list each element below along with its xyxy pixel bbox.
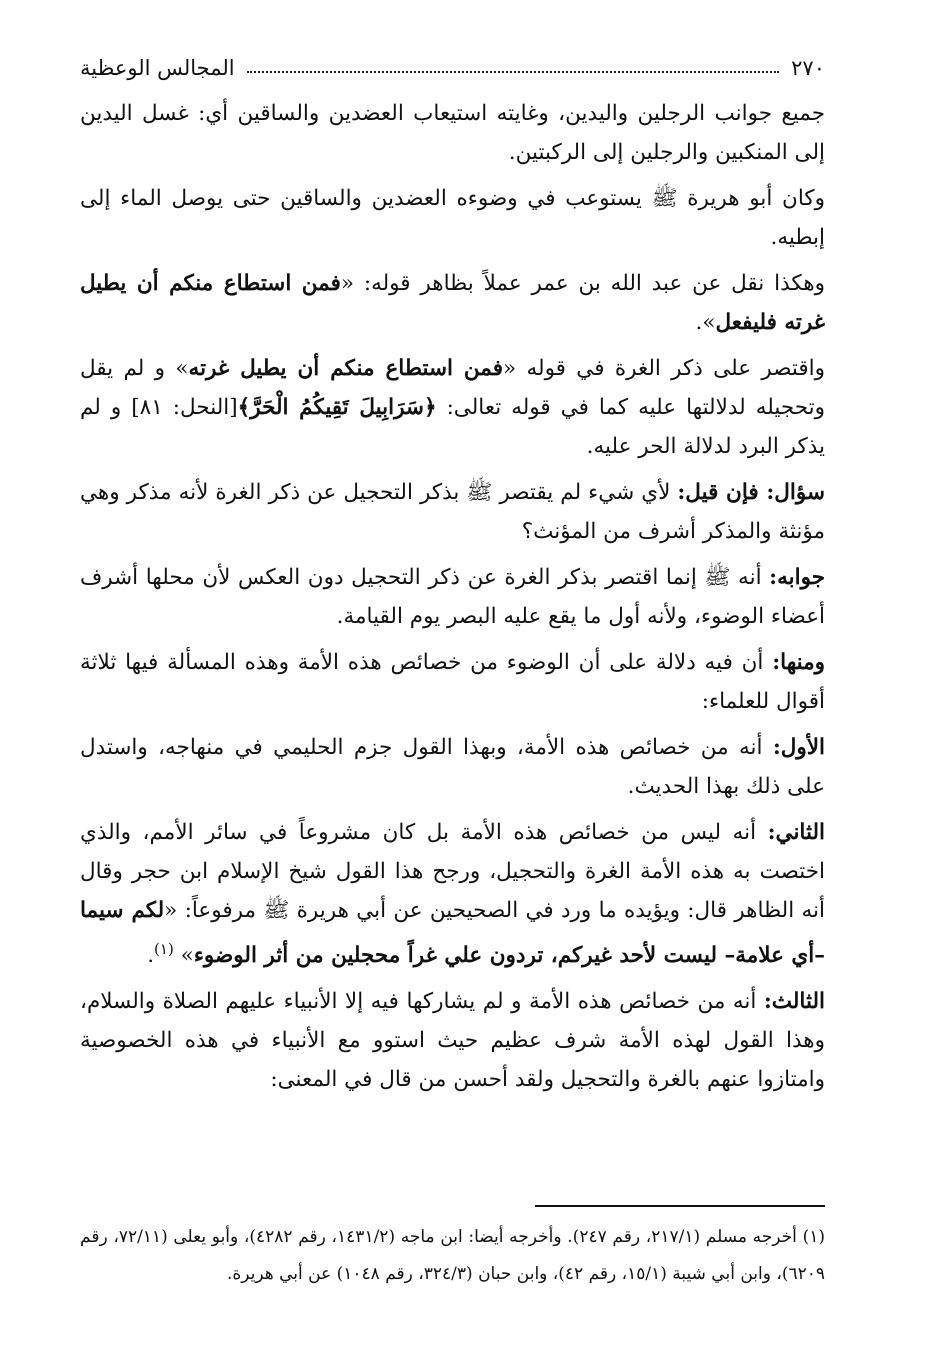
- paragraph-text: أنه من خصائص هذه الأمة، وبهذا القول جزم الحليمي في منهاجه، واستدل على ذلك بهذا الحديث.: [80, 735, 825, 799]
- paragraph-text: جميع جوانب الرجلين واليدين، وغايته استيعاب العضدين والساقين أي: غسل اليدين إلى المنكبين والرجلين إلى الركبتين.: [80, 101, 825, 165]
- paragraph-text: واقتصر على ذكر الغرة في قوله «: [503, 356, 826, 381]
- paragraph-text: أنه ﷺ إنما اقتصر بذكر الغرة عن ذكر التحجيل دون العكس لأن محلها أشرف أعضاء الوضوء، ولأنه أول ما يقع عليه البصر يوم القيامة.: [80, 565, 825, 629]
- paragraph-third-opinion: [80, 982, 825, 1099]
- question-label: سؤال: فإن قيل:: [677, 480, 825, 505]
- page-header: [80, 48, 825, 88]
- paragraph-text: ».: [695, 310, 716, 335]
- paragraph-first-opinion: [80, 728, 825, 806]
- footnote-separator: [535, 1205, 825, 1207]
- paragraph-question: [80, 473, 825, 551]
- first-label: الأول:: [772, 735, 825, 760]
- paragraph-7: [80, 643, 825, 721]
- book-page: [80, 48, 825, 1106]
- header-dotted-rule: [247, 71, 780, 73]
- paragraph-text: » و لم يقل وتحجيله لدلالتها عليه كما في قوله تعالى:: [80, 356, 825, 420]
- paragraph-text: »: [173, 943, 194, 969]
- paragraph-text: وهكذا نقل عن عبد الله بن عمر عملاً بظاهر قوله: «: [340, 271, 825, 296]
- paragraph-4: [80, 349, 825, 466]
- footnotes-section: [80, 1183, 825, 1293]
- running-title: المجالس الوعظية: [80, 56, 235, 80]
- quran-verse: ﴿سَرَابِيلَ تَقِيكُمُ الْحَرَّ﴾: [237, 395, 437, 420]
- hadith-quote: فمن استطاع منكم أن يطيل غرته فليفعل: [80, 271, 825, 335]
- main-text: [80, 94, 825, 1099]
- paragraph-3: [80, 264, 825, 342]
- page-number: ٢٧٠: [791, 56, 825, 80]
- third-label: الثالث:: [763, 989, 825, 1015]
- footnote-ref[interactable]: (١): [154, 940, 174, 958]
- paragraph-text: أنه من خصائص هذه الأمة و لم يشاركها فيه إلا الأنبياء عليهم الصلاة والسلام، وهذا القول لهذه الأمة شرف عظيم حيث استوو مع الأنبياء في هذه الخصوصية وامتازوا عنهم بالغرة والتحجيل ولقد أحسن من قال في المعنى:: [80, 989, 825, 1093]
- paragraph-answer: [80, 558, 825, 636]
- footnote-1: (١) أخرجه مسلم (٢١٧/١، رقم ٢٤٧). وأخرجه أيضا: ابن ماجه (١٤٣١/٢، رقم ٤٢٨٢)، وأبو يعلى (٧٢/١١، رقم ٦٢٠٩)، وابن أبي شيبة (١٥/١، رقم ٤٢)، وابن حبان (٣٢٤/٣، رقم ١٠٤٨) عن أبي هريرة.: [80, 1227, 825, 1284]
- hadith-quote: فمن استطاع منكم أن يطيل غرته: [188, 356, 503, 381]
- second-label: الثاني:: [767, 820, 825, 845]
- paragraph-text: لأي شيء لم يقتصر ﷺ بذكر التحجيل عن ذكر الغرة لأنه مذكر وهي مؤنثة والمذكر أشرف من المؤنث؟: [80, 480, 825, 544]
- paragraph-text: أنه ليس من خصائص هذه الأمة بل كان مشروعاً في سائر الأمم، والذي اختصت به هذه الأمة الغرة والتحجيل، ورجح هذا القول شيخ الإسلام ابن حجر وقال أنه الظاهر قال: ويؤيده ما ورد في الصحيحين عن أبي هريرة ﷺ مرفوعاً: «: [80, 820, 825, 923]
- paragraph-text: وكان أبو هريرة ﷺ يستوعب في وضوءه العضدين والساقين حتى يوصل الماء إلى إبطيه.: [80, 186, 825, 250]
- hadith-quote: لكم سيما –أي علامة– ليست لأحد غيركم، تردون علي غراً محجلين من أثر الوضوء: [80, 898, 825, 969]
- paragraph-1: [80, 94, 825, 172]
- paragraph-text: .: [147, 943, 155, 969]
- section-label: ومنها:: [772, 650, 825, 675]
- paragraph-second-opinion: [80, 813, 825, 975]
- paragraph-text: أن فيه دلالة على أن الوضوء من خصائص هذه الأمة وهذه المسألة فيها ثلاثة أقوال للعلماء:: [80, 650, 825, 714]
- paragraph-2: [80, 179, 825, 257]
- answer-label: جوابه:: [769, 565, 825, 590]
- paragraph-text: [النحل: ٨١] و لم يذكر البرد لدلالة الحر عليه.: [80, 395, 825, 459]
